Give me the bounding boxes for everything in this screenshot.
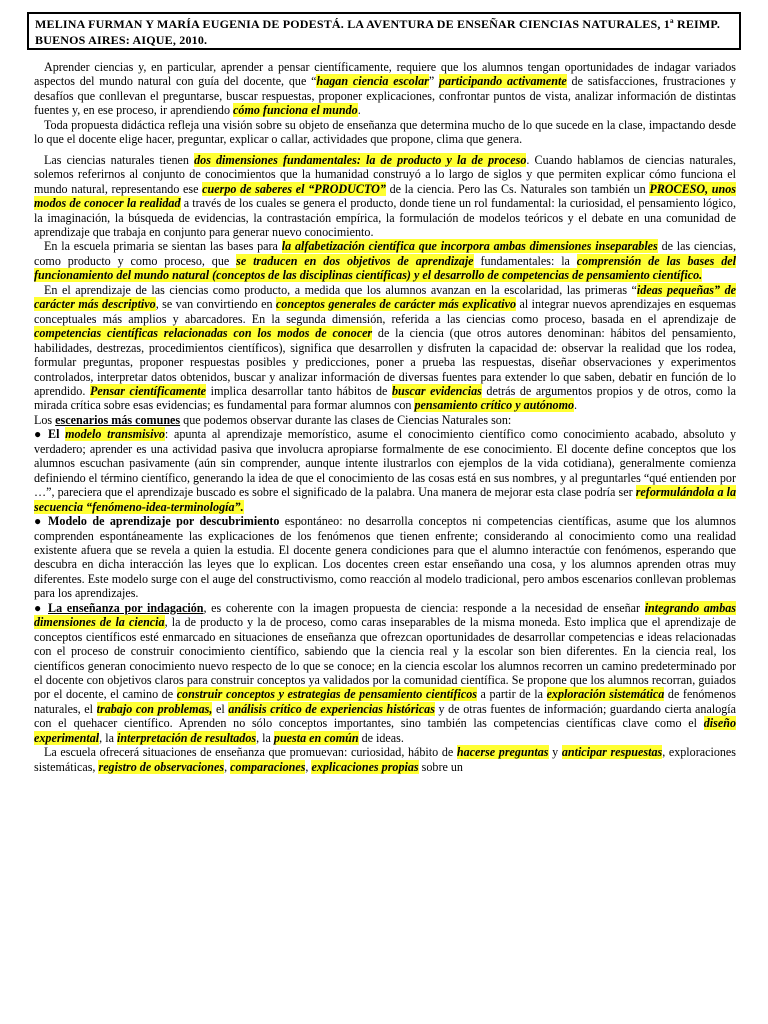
highlight: dos dimensiones fundamentales: la de producto y la de proceso bbox=[194, 152, 527, 167]
highlight: conceptos generales de carácter más explicativo bbox=[275, 297, 517, 312]
text-span: a partir de la bbox=[476, 687, 547, 702]
text-span: . bbox=[357, 103, 361, 118]
citation-text: MELINA FURMAN Y MARÍA EUGENIA DE PODESTÁ. LA AVENTURA DE ENSEÑAR CIENCIAS NATURALES, 1ª REIMP. BUENOS AIRES: AIQUE, 2010. bbox=[35, 17, 721, 47]
underlined-text: escenarios más comunes bbox=[55, 412, 181, 427]
highlight: cómo funciona el mundo bbox=[233, 103, 358, 118]
bullet-inquiry-teaching bbox=[34, 601, 736, 746]
text-span: Toda propuesta didáctica refleja una visión sobre su objeto de enseñanza que determina mucho de lo que sucede en la clase, impactando desde lo que el docente elige hacer, preguntar, explicar o callar, actividades que propone, clima que genera. bbox=[34, 117, 736, 147]
highlight: exploración sistemática bbox=[546, 687, 665, 702]
bold-text: Modelo de aprendizaje por descubrimiento bbox=[48, 514, 280, 529]
text-span: espontáneo: no desarrolla conceptos ni competencias científicas, asume que los alumnos comprenden espontáneamente las explicaciones de los fenómenos que tienen enfrente; considerando al conocimiento como una realidad existente afuera que se revela a quien la estudia. El docente genera condiciones para que el alumno interactúe con fenómenos, esperando que descubra en dicha interacción las leyes que lo explican. Los docentes creen estar enseñando una cosa, y los alumnos aprenden otras muy diferentes. Este modelo surge con el auge del constructivismo, como reacción al modelo tradicional, pero ambos escenarios conllevan problemas para los aprendizajes. bbox=[34, 514, 736, 601]
bullet-icon: ● bbox=[34, 427, 42, 442]
text-span: a través de los cuales se genera el producto, donde tiene un rol fundamental: la curiosidad, el pensamiento lógico, la imaginación, la búsqueda de evidencias, la contrastación empírica, la formulación de modelos teóricos y el debate en una comunidad de aprendizaje que trabaja en conjunto para generar nuevo conocimiento. bbox=[34, 196, 736, 239]
highlight: se traducen en dos objetivos de aprendizaje bbox=[236, 253, 474, 268]
highlight: la alfabetización científica que incorpora ambas dimensiones inseparables bbox=[281, 239, 658, 254]
text-span: sobre un bbox=[418, 759, 463, 774]
highlight: hagan ciencia escolar bbox=[316, 74, 429, 89]
text-span: fundamentales: la bbox=[473, 253, 577, 268]
paragraph-primary-school bbox=[34, 239, 736, 282]
paragraph-learning bbox=[34, 283, 736, 413]
text-span: El bbox=[48, 427, 66, 442]
highlight: comparaciones bbox=[230, 759, 306, 774]
text-span: de las ciencias, como producto y como proceso, que bbox=[34, 239, 736, 268]
document-body bbox=[34, 60, 736, 774]
text-span: , exploraciones sistemáticas, bbox=[34, 745, 737, 774]
bullet-icon: ● bbox=[34, 514, 42, 529]
paragraph-didactic bbox=[34, 118, 736, 147]
text-span: ” bbox=[428, 74, 439, 89]
text-span: al integrar nuevos aprendizajes en esquemas conceptuales más amplios y abarcadores. En la segunda dimensión, referida a las ciencias como proceso, basada en el aprendizaje de bbox=[34, 297, 737, 326]
underlined-text: La enseñanza por indagación bbox=[48, 600, 204, 615]
text-span: de la ciencia (que otros autores denominan: hábitos del pensamiento, habilidades, destrezas, procedimientos científicos), significa que desarrollen y disfruten la capacidad de: observar la realidad que los rodea, formular preguntas, proponer respuestas posibles y predicciones, poner a prueba las respuestas, diseñar observaciones y experimentos controlados, interpretar datos obtenidos, buscar y analizar información de diversas fuentes para extender lo que saben, debatir en función de lo aprendido. bbox=[34, 326, 736, 398]
highlight: ideas pequeñas” de carácter más descriptivo bbox=[34, 282, 736, 312]
text-span: En el aprendizaje de las ciencias como producto, a medida que los alumnos avanzan en la escolaridad, las primeras “ bbox=[44, 282, 637, 297]
text-span: que podemos observar durante las clases de Ciencias Naturales son: bbox=[180, 412, 512, 427]
text-span: , la de producto y la de proceso, como caras inseparables de la misma moneda. Esto implica que el aprendizaje de conceptos científicos esté enmarcado en situaciones de enseñanza que ofrezcan oportunidades de desarrollar competencias e ideas relacionadas con el proceso de construir conocimiento científico, sabiendo que la ciencia real y la escolar son bien diferentes. En la ciencia real, los científicos generan conocimiento nuevo respecto de lo que se conoce; en la ciencia escolar los alumnos recorren un camino predeterminado por el docente con objetivos claros para construir conceptos ya validados por la comunidad científica. Se propone que los alumnos recorran, guiados por el docente, el camino de bbox=[34, 615, 736, 702]
text-span: de fenómenos naturales, el bbox=[34, 687, 736, 716]
text-span: . bbox=[574, 398, 578, 413]
bullet-icon: ● bbox=[34, 600, 42, 615]
paragraph-school-offers bbox=[34, 745, 736, 774]
text-span: de satisfacciones, frustraciones y desafíos que conllevan el preguntarse, buscar respuestas, proponer explicaciones, confrontar puntos de vista, analizar información de distintas fuentes y, en ese proceso, ir aprendiendo bbox=[34, 74, 736, 118]
highlight: modelo transmisivo bbox=[65, 427, 165, 442]
highlight: pensamiento crítico y autónomo bbox=[414, 398, 575, 413]
text-span: , la bbox=[256, 730, 274, 745]
highlight: diseño experimental bbox=[34, 716, 736, 745]
text-span: de la ciencia. Pero las Cs. Naturales son también un bbox=[385, 181, 650, 196]
highlight: explicaciones propias bbox=[311, 759, 419, 774]
text-span: y bbox=[548, 745, 562, 760]
highlight: participando activamente bbox=[439, 74, 567, 89]
highlight: Pensar científicamente bbox=[89, 383, 207, 398]
text-span: Los bbox=[34, 412, 56, 427]
text-span: implica desarrollar tanto hábitos de bbox=[206, 383, 392, 398]
paragraph-dimensions bbox=[34, 153, 736, 240]
highlight: análisis crítico de experiencias históricas bbox=[228, 701, 435, 716]
text-span: de ideas. bbox=[358, 730, 404, 745]
text-span: Aprender ciencias y, en particular, aprender a pensar científicamente, requiere que los alumnos tengan oportunidades de indagar variados aspectos del mundo natural con guía del docente, que “ bbox=[34, 60, 736, 89]
highlight: cuerpo de saberes el “PRODUCTO” bbox=[202, 181, 386, 196]
text-span: La escuela ofrecerá situaciones de enseñanza que promuevan: curiosidad, hábito de bbox=[44, 745, 457, 760]
citation-header bbox=[27, 12, 741, 50]
text-span: En la escuela primaria se sientan las bases para bbox=[44, 239, 282, 254]
paragraph-intro bbox=[34, 60, 736, 118]
highlight: anticipar respuestas bbox=[561, 745, 663, 760]
text-span: y de otras fuentes de información; guardando cierta analogía con el quehacer científico. Aprenden no sólo conceptos importantes, sino también las competencias científicas clave como el bbox=[34, 701, 737, 731]
text-span: , la bbox=[99, 730, 117, 745]
highlight: puesta en común bbox=[273, 730, 359, 745]
text-span: , bbox=[305, 759, 312, 774]
highlight: trabajo con problemas, bbox=[96, 701, 213, 716]
text-span: , se van convirtiendo en bbox=[155, 297, 276, 312]
text-span: el bbox=[212, 701, 229, 716]
highlight: comprensión de las bases del funcionamiento del mundo natural (conceptos de las disciplinas científicas) y el desarrollo de competencias de pensamiento científico. bbox=[34, 253, 736, 283]
text-span: : apunta al aprendizaje memorístico, asume el conocimiento científico como conocimiento acabado, absoluto y verdadero; aprender es una actividad pasiva que involucra apropiarse formalmente de ese conocimiento. El docente define conceptos que los alumnos escuchan pasivamente (aún sin comprender, aunque intente ilustrarlos con ejemplos de la vida cotidiana), generalmente comienza definiendo el término científico, generando la idea de que el conocimiento de las cosas está en sus nombres, y al preguntarles “qué entienden por …”, pareciera que el aprendizaje buscado es sobre el significado de la palabra. Una manera de mejorar esta clase podría ser bbox=[34, 427, 737, 500]
paragraph-scenarios bbox=[34, 413, 736, 427]
highlight: hacerse preguntas bbox=[456, 745, 549, 760]
highlight: competencias científicas relacionadas con los modos de conocer bbox=[34, 326, 373, 341]
bullet-discovery-model bbox=[34, 514, 736, 601]
highlight: registro de observaciones bbox=[98, 759, 225, 774]
text-span: , es coherente con la imagen propuesta de ciencia: responde a la necesidad de enseñar bbox=[203, 600, 645, 615]
highlight: interpretación de resultados bbox=[116, 730, 257, 745]
text-span: . Cuando hablamos de ciencias naturales, solemos referirnos al conjunto de conocimientos que la humanidad construyó a lo largo de siglos y que permiten explicar cómo funciona el mundo natural, representando ese bbox=[34, 152, 736, 196]
highlight: construir conceptos y estrategias de pensamiento científicos bbox=[176, 687, 477, 702]
text-span: detrás de argumentos propios y de otros, como la mirada crítica sobre esas evidencias; es fundamental para formar alumnos con bbox=[34, 383, 737, 413]
highlight: integrando ambas dimensiones de la ciencia bbox=[34, 600, 737, 630]
bullet-transmissive-model bbox=[34, 427, 736, 514]
highlight: PROCESO, unos modos de conocer la realidad bbox=[34, 181, 736, 211]
text-span: , bbox=[224, 759, 231, 774]
text-span: Las ciencias naturales tienen bbox=[44, 152, 195, 167]
highlight: reformulándola a la secuencia “fenómeno-idea-terminología”. bbox=[34, 485, 737, 514]
highlight: buscar evidencias bbox=[391, 383, 482, 398]
